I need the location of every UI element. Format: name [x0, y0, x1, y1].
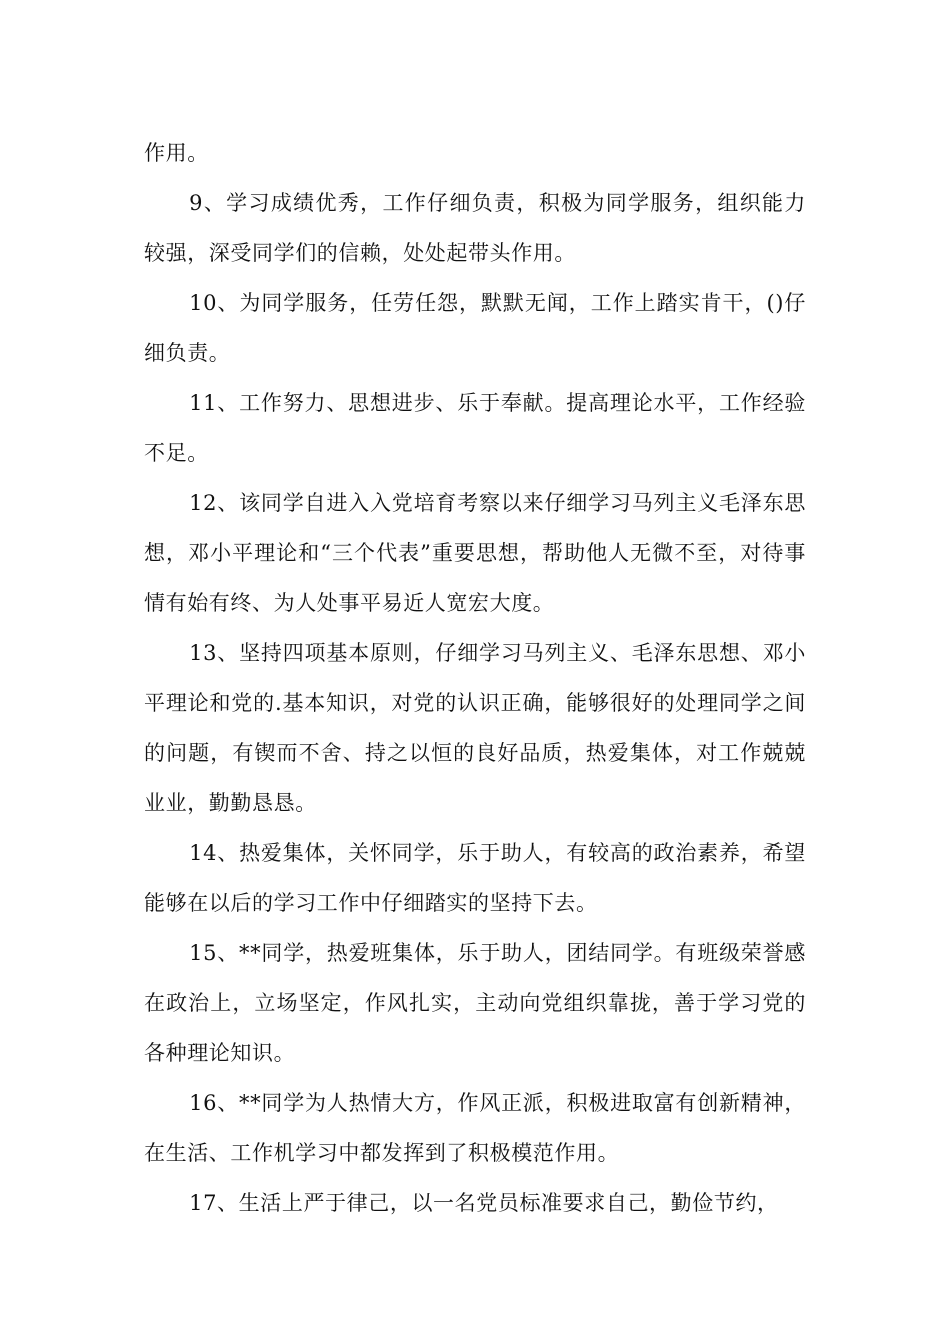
paragraph-item-14: 14、热爱集体，关怀同学，乐于助人，有较高的政治素养，希望能够在以后的学习工作中仔细踏实的坚持下去。	[144, 841, 806, 915]
paragraph-item-11: 11、工作努力、思想进步、乐于奉献。提高理论水平，工作经验不足。	[144, 391, 806, 465]
paragraph-item-16: 16、**同学为人热情大方，作风正派，积极进取富有创新精神，在生活、工作机学习中都发挥到了积极模范作用。	[144, 1091, 806, 1165]
paragraph-item-9: 9、学习成绩优秀，工作仔细负责，积极为同学服务，组织能力较强，深受同学们的信赖，处处起带头作用。	[144, 191, 806, 265]
paragraph-item-13: 13、坚持四项基本原则，仔细学习马列主义、毛泽东思想、邓小平理论和党的.基本知识，对党的认识正确，能够很好的处理同学之间的问题，有锲而不舍、持之以恒的良好品质，热爱集体，对工作兢兢业业，勤勤恳恳。	[144, 641, 806, 815]
paragraph-item-15: 15、**同学，热爱班集体，乐于助人，团结同学。有班级荣誉感在政治上，立场坚定，作风扎实，主动向党组织靠拢，善于学习党的各种理论知识。	[144, 941, 806, 1065]
paragraph-item-12: 12、该同学自进入入党培育考察以来仔细学习马列主义毛泽东思想，邓小平理论和“三个代表”重要思想，帮助他人无微不至，对待事情有始有终、为人处事平易近人宽宏大度。	[144, 491, 806, 615]
paragraph-item-17: 17、生活上严于律己，以一名党员标准要求自己，勤俭节约，	[189, 1191, 779, 1215]
paragraph-item-10: 10、为同学服务，任劳任怨，默默无闻，工作上踏实肯干，()仔细负责。	[144, 291, 806, 365]
document-body	[144, 128, 806, 1228]
paragraph-continuation: 作用。	[144, 141, 209, 165]
